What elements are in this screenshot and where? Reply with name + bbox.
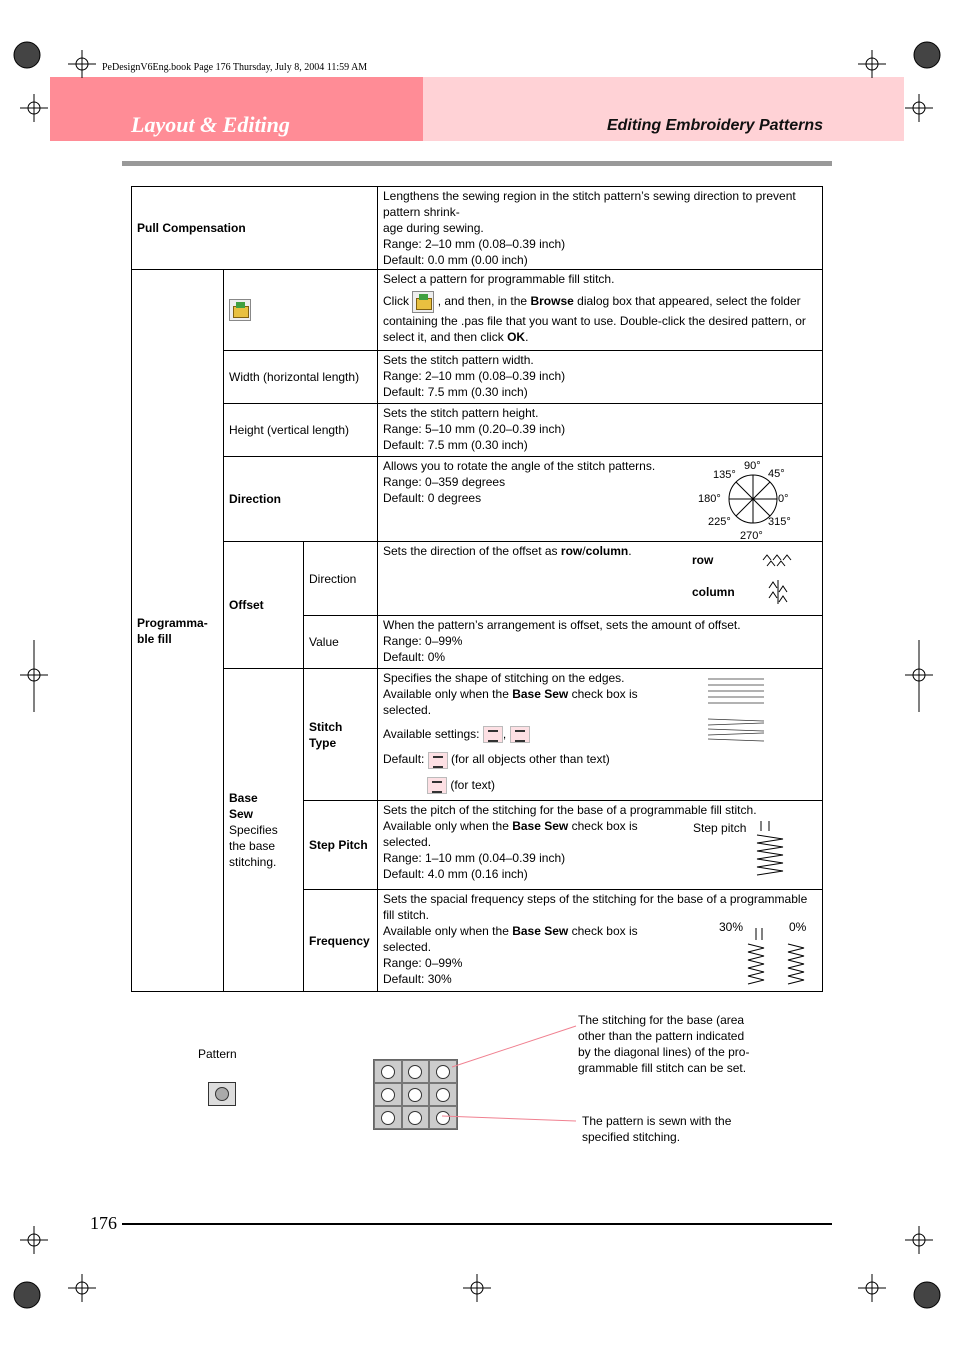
offset-direction-label: Direction — [304, 542, 378, 616]
stitch-type-a-icon — [483, 726, 503, 743]
pull-compensation-label: Pull Compensation — [132, 187, 378, 270]
stitch-type-b-icon — [427, 777, 447, 794]
print-header-line: PeDesignV6Eng.book Page 176 Thursday, July 8, 2004 11:59 AM — [102, 62, 368, 73]
programmable-fill-label: Programma- ble fill — [132, 270, 224, 992]
stitch-type-desc: Specifies the shape of stitching on the edges. Available only when the Base Sew check box is selected. Available settings: , Default: (for all objects other than text) (for text) — [378, 669, 823, 801]
height-desc: Sets the stitch pattern height. Range: 5–10 mm (0.20–0.39 inch) Default: 7.5 mm (0.30 inch) — [378, 404, 823, 457]
svg-text:225°: 225° — [708, 516, 731, 528]
direction-desc: Allows you to rotate the angle of the stitch patterns. Range: 0–359 degrees Default: 0 degrees 0° 45° 90° 135° 180° 225° 270° 315° — [378, 457, 823, 542]
svg-text:45°: 45° — [768, 468, 785, 480]
svg-text:180°: 180° — [698, 493, 721, 505]
step-pitch-desc: Sets the pitch of the stitching for the base of a programmable fill stitch. Available only when the Base Sew check box is selected. Range: 1–10 mm (0.04–0.39 inch) Default: 4.0 mm (0.16 inch) Step pitch — [378, 801, 823, 890]
pull-compensation-desc: Lengthens the sewing region in the stitch pattern’s sewing direction to prevent pattern shrink- age during sewing. Range: 2–10 mm (0.08–0.39 inch) Default: 0.0 mm (0.00 inch) — [378, 187, 823, 270]
callout-pattern-sewn: The pattern is sewn with the specified stitching. — [582, 1114, 732, 1144]
section-title: Layout & Editing — [131, 112, 290, 137]
direction-angle-diagram — [698, 457, 808, 541]
direction-label: Direction — [224, 457, 378, 542]
callout-base-stitching: The stitching for the base (area other than the pattern indicated by the diagonal lines) of the pro- grammable fill stitch can be set. — [578, 1013, 750, 1075]
frequency-0-label: 0% — [789, 920, 807, 934]
offset-column-label: column — [692, 585, 735, 599]
base-sew-label: Base Sew Specifies the base stitching. — [224, 669, 304, 992]
subsection-title: Editing Embroidery Patterns — [606, 117, 823, 134]
callout-lines — [440, 1020, 590, 1130]
offset-row-label: row — [692, 553, 714, 567]
browse-desc: Select a pattern for programmable fill stitch. Click , and then, in the Browse dialog box that appeared, select the folder containing the .pas file that you want to use. Double-click the desired pattern, or select it, and then click OK. — [378, 270, 823, 351]
offset-value-label: Value — [304, 616, 378, 669]
step-pitch-figure-label: Step pitch — [693, 821, 747, 835]
footer-rule — [122, 1223, 832, 1225]
pattern-icon — [208, 1082, 236, 1106]
frequency-figure — [744, 928, 809, 990]
stitch-type-a-icon — [428, 752, 448, 769]
svg-text:135°: 135° — [713, 469, 736, 481]
offset-direction-desc: Sets the direction of the offset as row/column. row column — [378, 542, 823, 616]
browse-icon-cell — [224, 270, 378, 351]
step-pitch-label: Step Pitch — [304, 801, 378, 890]
stitch-type-b-icon — [510, 726, 530, 743]
frequency-label: Frequency — [304, 890, 378, 992]
offset-value-desc: When the pattern’s arrangement is offset, sets the amount of offset. Range: 0–99% Default: 0% — [378, 616, 823, 669]
offset-label: Offset — [224, 542, 304, 669]
page-number: 176 — [90, 1213, 117, 1233]
folder-open-icon[interactable] — [229, 299, 251, 321]
width-desc: Sets the stitch pattern width. Range: 2–10 mm (0.08–0.39 inch) Default: 7.5 mm (0.30 inch) — [378, 351, 823, 404]
settings-table — [131, 186, 823, 992]
height-label: Height (vertical length) — [224, 404, 378, 457]
svg-text:270°: 270° — [740, 530, 763, 541]
step-pitch-figure — [753, 821, 793, 881]
frequency-30-label: 30% — [719, 920, 744, 934]
stitch-type-label: Stitch Type — [304, 669, 378, 801]
stitch-type-sample — [708, 677, 768, 747]
svg-text:0°: 0° — [778, 493, 789, 505]
pattern-label: Pattern — [198, 1047, 237, 1061]
offset-icons — [761, 554, 797, 604]
svg-text:90°: 90° — [744, 460, 761, 472]
frequency-desc: Sets the spacial frequency steps of the stitching for the base of a programmable fill stitch. Available only when the Base Sew check box is selected. Range: 0–99% Default: 30% 30% 0% — [378, 890, 823, 992]
width-label: Width (horizontal length) — [224, 351, 378, 404]
svg-text:315°: 315° — [768, 516, 791, 528]
folder-open-icon — [412, 291, 434, 313]
